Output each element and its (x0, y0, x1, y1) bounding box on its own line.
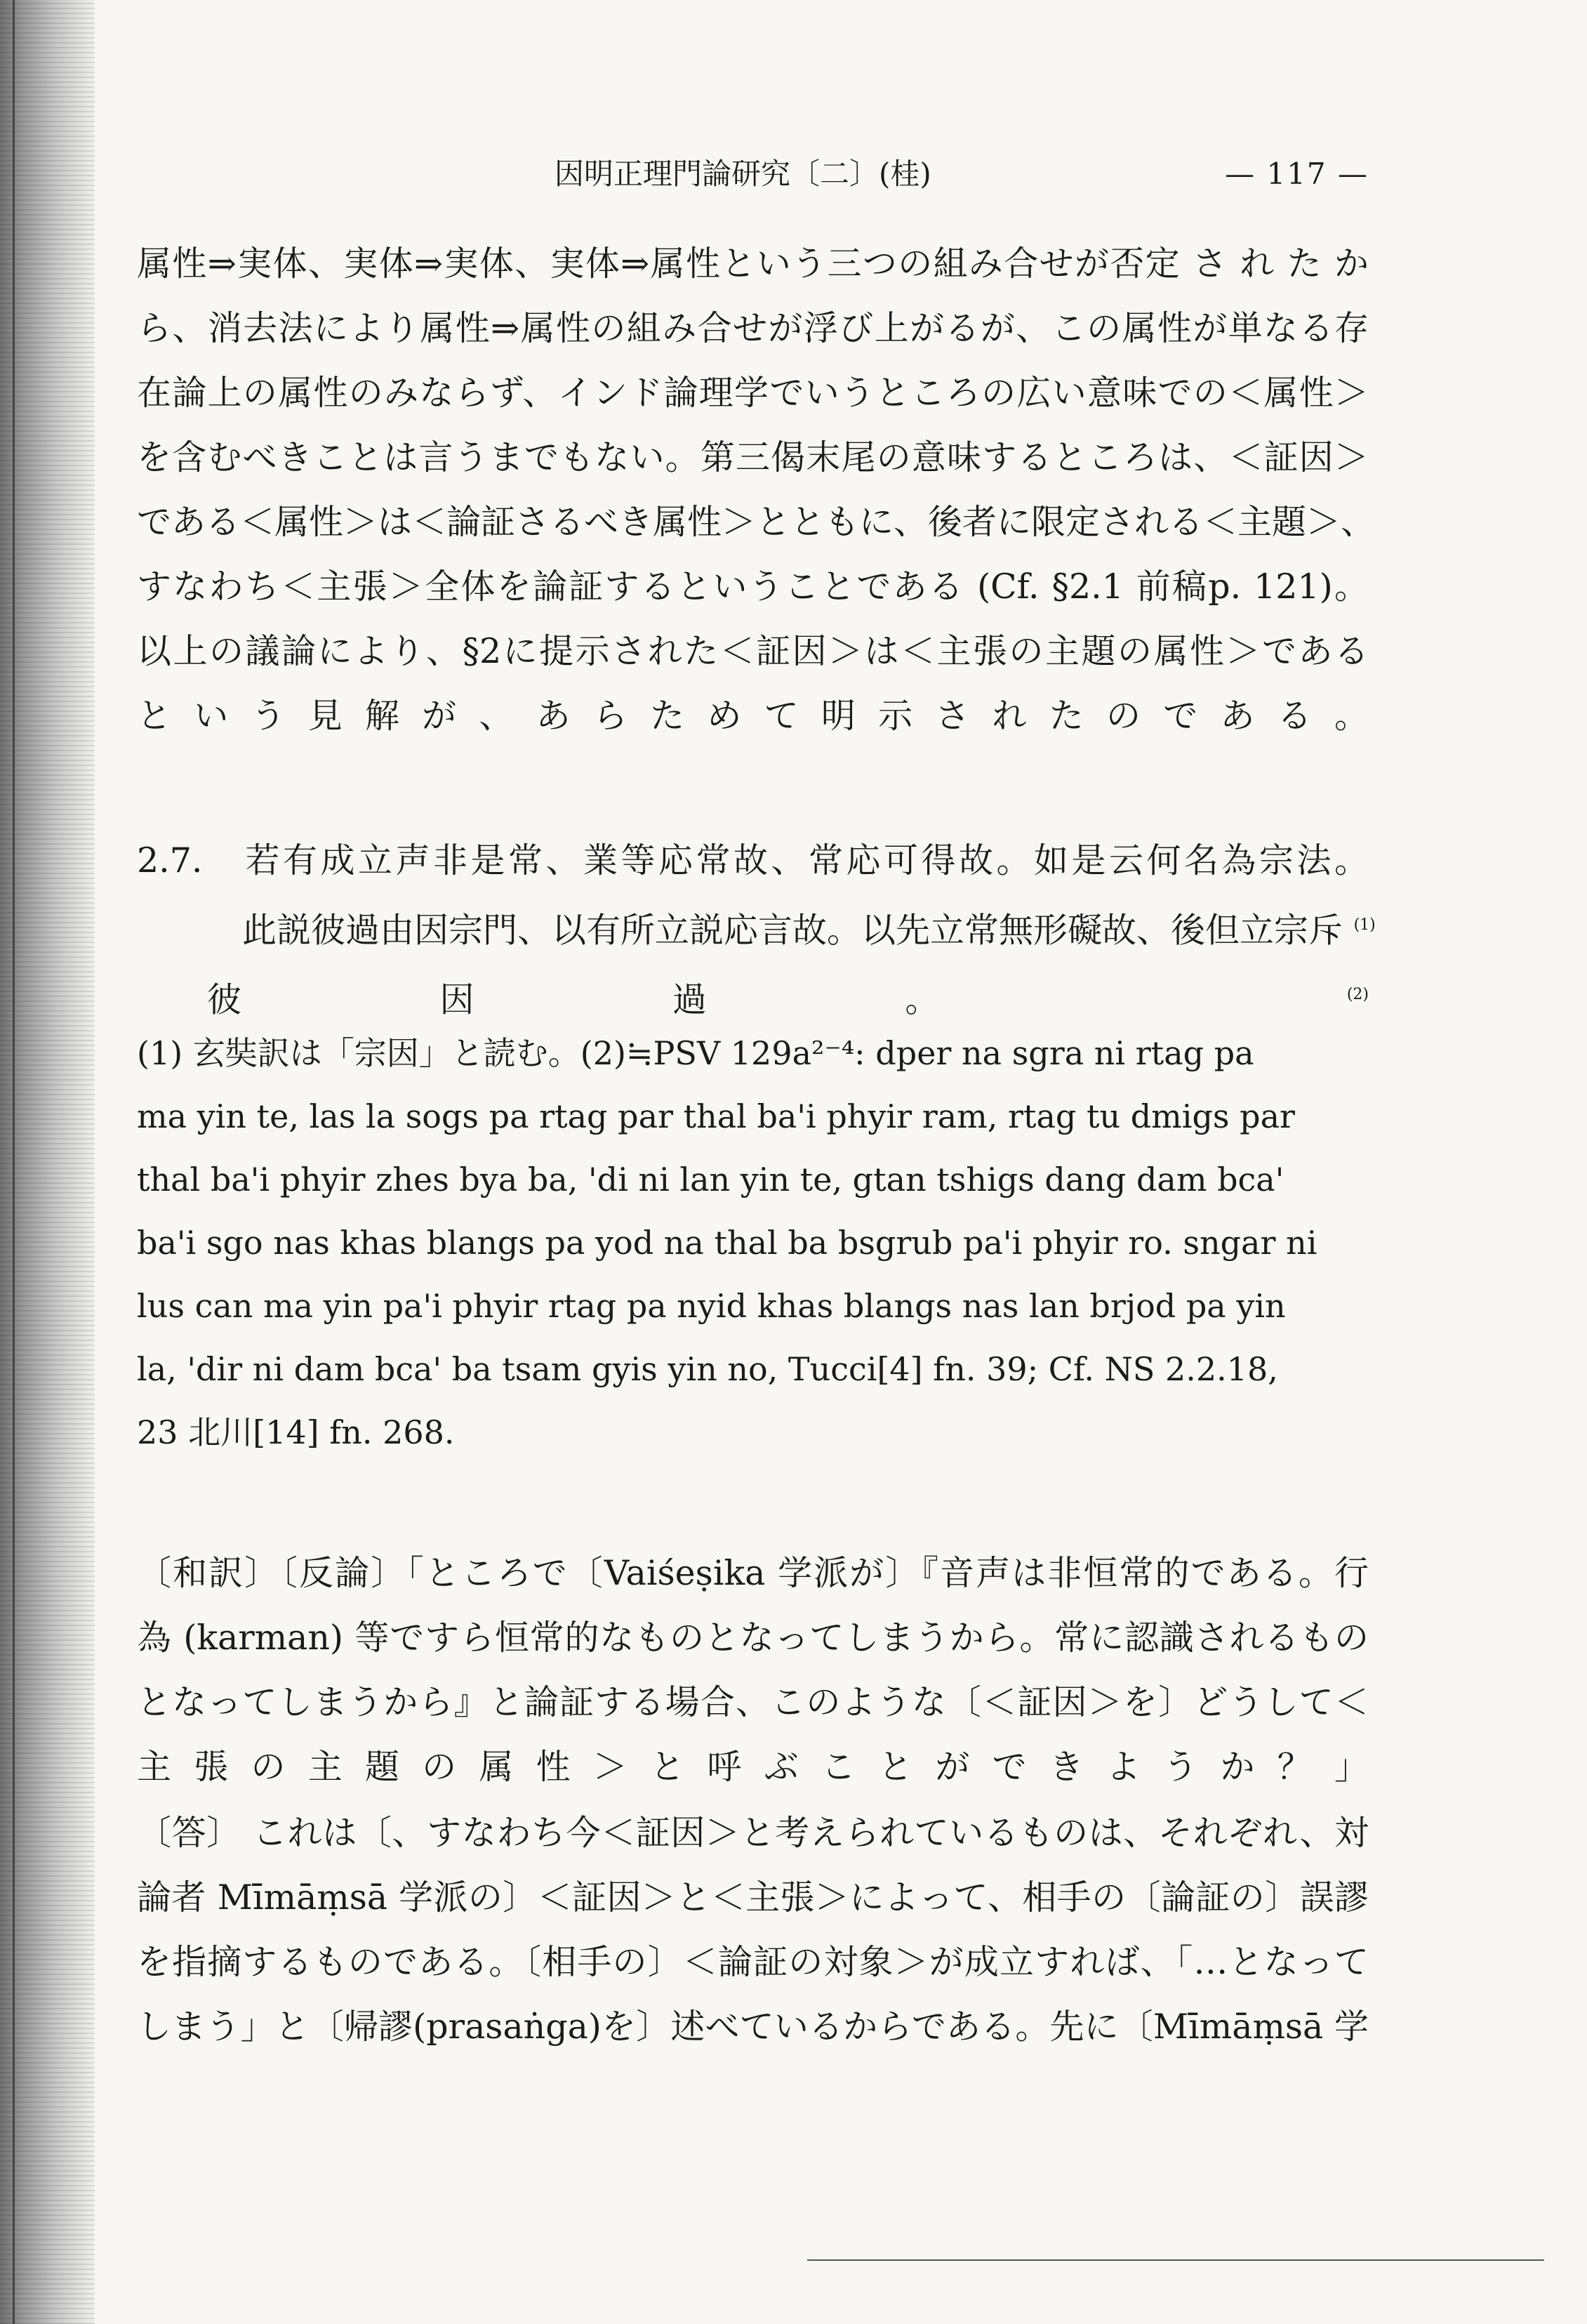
text-line: 属性⇒実体、実体⇒実体、実体⇒属性という三つの組み合せが否定 さ れ た か (137, 244, 1369, 284)
text-line: しまう」と〔帰謬(prasaṅga)を〕述べているからである。先に〔Mīmāṃsā 学 (137, 2007, 1369, 2047)
text-line: 為 (karman) 等ですら恒常的なものとなってしまうから。常に認識されるもの (137, 1618, 1369, 1658)
answer-paragraph (137, 1801, 1369, 2059)
paragraph-1 (137, 232, 1376, 748)
section-verse-line-2: 此説彼過由因宗門、以有所立説応言故。以先立常無形礙故、後但立宗斥 (242, 910, 1343, 951)
text-line: すなわち＜主張＞全体を論証するということである (Cf. §2.1 前稿p. 121)。 (137, 567, 1369, 607)
bottom-rule (807, 2259, 1544, 2261)
translation-paragraph (137, 1541, 1369, 1800)
text-line: 論者 Mīmāṃsā 学派の〕＜証因＞と＜主張＞によって、相手の〔論証の〕誤謬 (137, 1877, 1369, 1917)
note-mark-1: (1) (1353, 916, 1376, 934)
text-line: 〔答〕 これは〔、すなわち今＜証因＞と考えられているものは、それぞれ、対 (137, 1813, 1369, 1853)
text-line: 在論上の属性のみならず、インド論理学でいうところの広い意味での＜属性＞ (137, 373, 1369, 413)
section-number: 2.7. (137, 840, 203, 880)
note-mark-2: (2) (1346, 986, 1369, 1004)
footnote-line: ba'i sgo nas khas blangs pa yod na thal ba bsgrub pa'i phyir ro. sngar ni (137, 1224, 1317, 1262)
text-line: 以上の議論により、§2に提示された＜証因＞は＜主張の主題の属性＞である (137, 631, 1369, 671)
text-line: を指摘するものである。〔相手の〕＜論証の対象＞が成立すれば、「…となって (137, 1942, 1369, 1982)
section-verse-line-3: 彼因過。 (207, 979, 1138, 1020)
footnote-line: 23 北川[14] fn. 268. (137, 1413, 455, 1451)
footnote-line: lus can ma yin pa'i phyir rtag pa nyid khas blangs nas lan brjod pa yin (137, 1287, 1286, 1325)
section-verse-line-2-wrap (137, 893, 1376, 963)
footnote-line: ma yin te, las la sogs pa rtag par thal ba'i phyir ram, rtag tu dmigs par (137, 1097, 1296, 1135)
footnote-line: thal ba'i phyir zhes bya ba, 'di ni lan yin te, gtan tshigs dang dam bca' (137, 1161, 1284, 1199)
text-line: を含むべきことは言うまでもない。第三偈末尾の意味するところは、＜証因＞ (137, 437, 1369, 477)
text-line: となってしまうから』と論証する場合、このような〔＜証因＞を〕どうして＜ (137, 1682, 1369, 1722)
text-line: である＜属性＞は＜論証さるべき属性＞とともに、後者に限定される＜主題＞、 (137, 502, 1376, 542)
binding-edge-line (13, 0, 15, 2324)
section-heading-line (137, 828, 1369, 893)
footnotes (137, 1022, 1369, 1464)
page-header (555, 153, 1369, 195)
footnote-line: (1) 玄奘訳は「宗因」と読む。(2)≒PSV 129a²⁻⁴: dper na sgra ni rtag pa (137, 1034, 1254, 1072)
text-line: 〔和訳〕〔反論〕「ところで〔Vaiśeṣika 学派が〕『音声は非恒常的である。行 (137, 1553, 1369, 1593)
section-2-7 (137, 828, 1376, 1033)
text-line: ら、消去法により属性⇒属性の組み合せが浮び上がるが、この属性が単なる存 (137, 308, 1369, 348)
footnote-line: la, 'dir ni dam bca' ba tsam gyis yin no, Tucci[4] fn. 39; Cf. NS 2.2.18, (137, 1350, 1278, 1388)
text-line: という見解が、あらためて明示されたのである。 (137, 696, 1369, 736)
running-title: 因明正理門論研究〔二〕(桂) (555, 157, 931, 191)
page-number: — 117 — (1225, 157, 1369, 191)
section-verse-line-1: 若有成立声非是常、業等応常故、常応可得故。如是云何名為宗法。 (242, 840, 1369, 880)
text-line: 主張の主題の属性＞と呼ぶことができようか？」 (137, 1747, 1369, 1787)
